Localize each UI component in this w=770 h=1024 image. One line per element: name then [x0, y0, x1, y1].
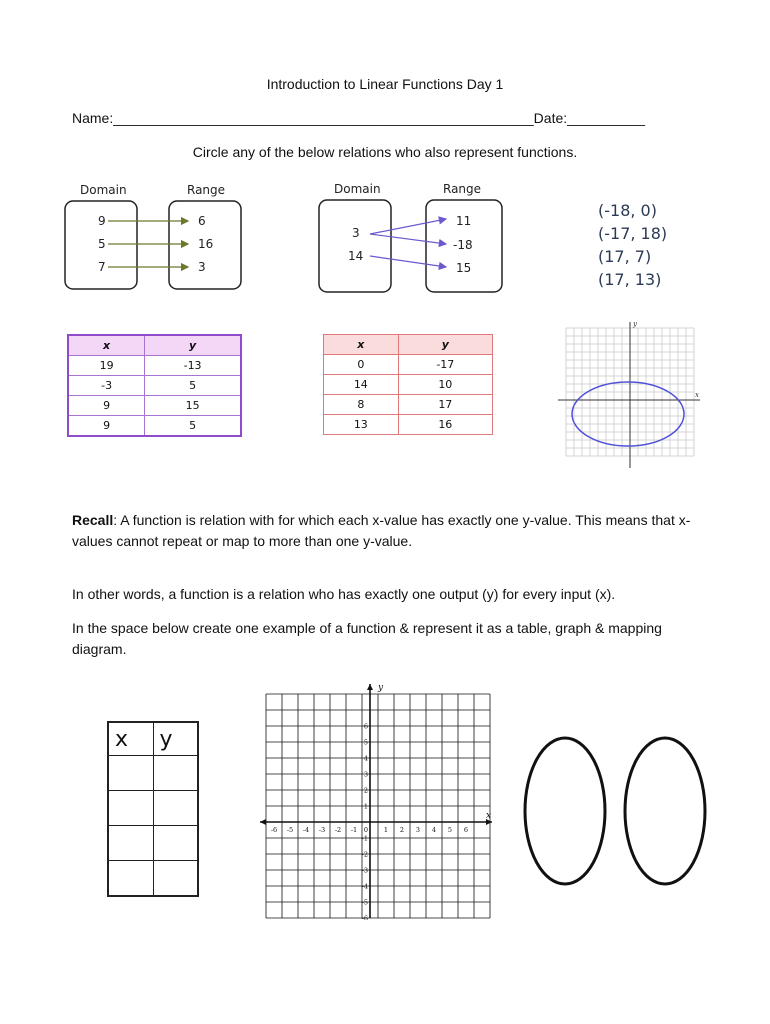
table-cell: 8	[324, 395, 399, 415]
relation-table-2	[323, 334, 493, 435]
mapping1-range-item: 3	[198, 260, 206, 274]
mapping1-domain-item: 7	[98, 260, 106, 274]
table-cell: -13	[145, 356, 241, 376]
x-tick-label: 2	[399, 826, 405, 834]
y-tick-label: 2	[363, 786, 368, 795]
y-tick-label: -3	[361, 866, 368, 875]
y-tick-label: -4	[361, 882, 368, 891]
table-row	[68, 356, 241, 376]
table-row	[324, 415, 493, 435]
ellipse-graph	[556, 318, 704, 470]
x-tick-label: -4	[302, 826, 310, 834]
ordered-pairs-list	[598, 199, 667, 291]
x-tick-label: 6	[463, 826, 469, 834]
blank-domain-oval[interactable]	[525, 738, 605, 884]
y-tick-label: -5	[361, 898, 368, 907]
table-row	[108, 826, 198, 861]
x-axis-label: x	[695, 391, 699, 399]
x-tick-label: -6	[270, 826, 278, 834]
table-cell: 0	[324, 355, 399, 375]
table-cell: 15	[145, 396, 241, 416]
table-row	[324, 355, 493, 375]
table-cell[interactable]	[153, 791, 198, 826]
table-cell: 5	[145, 416, 241, 437]
blank-range-oval[interactable]	[625, 738, 705, 884]
table-row	[108, 861, 198, 897]
table-cell: -3	[68, 376, 145, 396]
recall-paragraph	[72, 510, 702, 552]
x-tick-label: -2	[334, 826, 342, 834]
table-cell[interactable]	[108, 756, 153, 791]
column-header-x: x	[108, 722, 153, 756]
mapping1-range-item: 6	[198, 214, 206, 228]
blank-mapping-diagram[interactable]	[520, 734, 720, 890]
y-tick-label: -1	[361, 834, 368, 843]
x-tick-label: 3	[415, 826, 421, 834]
column-header-x: x	[324, 335, 399, 355]
instructions: Circle any of the below relations who also represent functions.	[192, 144, 578, 160]
table-row	[68, 376, 241, 396]
mapping1-diagram	[60, 196, 250, 294]
table-cell[interactable]	[108, 791, 153, 826]
table-row	[68, 416, 241, 437]
table-cell: 13	[324, 415, 399, 435]
table-cell[interactable]	[153, 861, 198, 897]
table-cell: -17	[398, 355, 492, 375]
y-axis-label: y	[633, 320, 637, 328]
ordered-pair: (17, 13)	[598, 270, 662, 289]
table-row	[68, 396, 241, 416]
page-title: Introduction to Linear Functions Day 1	[266, 76, 504, 92]
column-header-x: x	[68, 335, 145, 356]
blank-xy-table[interactable]	[107, 721, 199, 897]
x-tick-label: 1	[383, 826, 389, 834]
y-tick-label: -2	[361, 850, 368, 859]
x-tick-label: -5	[286, 826, 294, 834]
mapping2-range-item: 11	[456, 214, 472, 228]
table-row	[324, 375, 493, 395]
y-tick-label: 3	[363, 770, 368, 779]
table-cell[interactable]	[108, 861, 153, 897]
column-header-y: y	[398, 335, 492, 355]
y-tick-label: 6	[363, 722, 368, 731]
table-cell[interactable]	[153, 826, 198, 861]
mapping1-domain-item: 5	[98, 237, 106, 251]
x-axis-arrow-left	[260, 819, 266, 825]
mapping1-domain-item: 9	[98, 214, 106, 228]
recall-text: : A function is relation with for which each x-value has exactly one y-value. This means that x-values cannot repeat or map to more than one y-value.	[72, 512, 691, 549]
y-tick-label: 4	[363, 754, 368, 763]
table-row	[108, 756, 198, 791]
table-cell: 14	[324, 375, 399, 395]
mapping2-diagram	[314, 194, 509, 296]
x-tick-label: 4	[431, 826, 437, 834]
column-header-y: y	[145, 335, 241, 356]
mapping2-domain-item: 14	[348, 249, 364, 263]
relation-table-1	[67, 334, 242, 437]
table-cell: 10	[398, 375, 492, 395]
mapping2-range-item: 15	[456, 261, 472, 275]
mapping2-domain-item: 3	[352, 226, 360, 240]
column-header-y: y	[153, 722, 198, 756]
name-date-line[interactable]: Name:______________________________________________________Date:__________	[72, 110, 646, 126]
recall-label: Recall	[72, 512, 114, 528]
table-cell: 5	[145, 376, 241, 396]
x-tick-label: -1	[350, 826, 358, 834]
table-cell: 9	[68, 396, 145, 416]
other-words-paragraph: In other words, a function is a relation who has exactly one output (y) for every input (x).	[72, 586, 616, 602]
blank-coordinate-grid[interactable]	[260, 680, 500, 920]
mapping2-range-item: -18	[453, 238, 473, 252]
mapping2-domain-label: Domain	[334, 182, 381, 196]
table-cell: 9	[68, 416, 145, 437]
table-cell: 19	[68, 356, 145, 376]
x-tick-label: -3	[318, 826, 326, 834]
table-cell: 17	[398, 395, 492, 415]
table-cell[interactable]	[153, 756, 198, 791]
ordered-pair: (-17, 18)	[598, 224, 668, 243]
mapping1-range-label: Range	[187, 183, 226, 197]
mapping1-domain-label: Domain	[80, 183, 127, 197]
mapping1-range-item: 16	[198, 237, 214, 251]
ordered-pair: (-18, 0)	[598, 201, 657, 220]
y-tick-label: -6	[361, 914, 368, 920]
ordered-pair: (17, 7)	[598, 247, 652, 266]
y-tick-label: 5	[363, 738, 368, 747]
x-axis-label: x	[486, 811, 492, 821]
y-axis-arrow-up	[367, 684, 373, 690]
mapping2-range-label: Range	[443, 182, 482, 196]
y-axis-label: y	[378, 683, 384, 693]
table-cell[interactable]	[108, 826, 153, 861]
y-tick-label: 1	[363, 802, 368, 811]
table-row	[108, 791, 198, 826]
table-cell: 16	[398, 415, 492, 435]
table-row	[324, 395, 493, 415]
task-paragraph: In the space below create one example of a function & represent it as a table, graph & mapping diagram.	[72, 620, 662, 657]
origin-label: 0	[363, 826, 368, 834]
x-tick-label: 5	[447, 826, 453, 834]
